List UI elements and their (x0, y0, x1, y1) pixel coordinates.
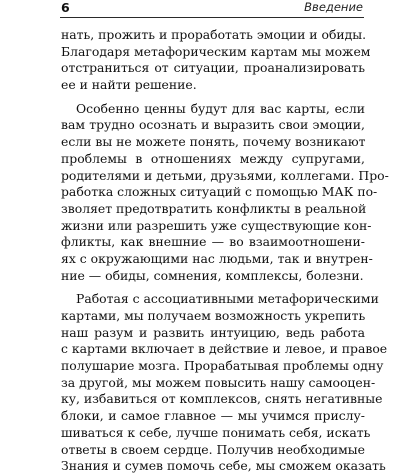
body-text (61, 27, 389, 475)
section-title: Введение (304, 0, 363, 14)
text-line: отстраниться от ситуации, проанализировать (61, 60, 365, 76)
page-number: 6 (61, 0, 70, 15)
text-line: Знания и сумев помочь себе, мы сможем оказать (61, 458, 386, 474)
text-line: жизни или разрешить уже существующие кон- (61, 217, 372, 233)
text-line: вам трудно осознать и выразить свои эмоции, (61, 117, 365, 133)
text-line: блоки, и самое главное — мы учимся прислу- (61, 408, 365, 424)
text-line: ее и найти решение. (61, 77, 197, 93)
text-line: нать, прожить и проработать эмоции и обиды. (61, 27, 367, 42)
paragraph-gap (61, 94, 365, 101)
text-line: работка сложных ситуаций с помощью МАК по- (61, 184, 378, 200)
text-line: ние — обиды, сомнения, комплексы, болезни. (61, 267, 364, 283)
text-line: наш разум и развить интуицию, ведь работа (61, 324, 365, 340)
text-line: ях с окружающими нас людьми, так и внутрен- (61, 250, 373, 266)
paragraph-3 (61, 291, 388, 475)
text-line: если вы не можете понять, почему возникают (61, 134, 366, 150)
paragraph-2 (61, 100, 389, 285)
paragraph-gap (61, 284, 365, 291)
text-line: полушарие мозга. Прорабатывая проблемы одну (61, 358, 384, 374)
text-line: Благодаря метафорическим картам мы можем (61, 43, 371, 59)
paragraph-1 (61, 27, 371, 94)
text-line: Работая с ассоциативными метафорическими (76, 291, 379, 307)
text-line: родителями и детьми, друзьями, коллегами. Про- (61, 167, 389, 183)
text-line: фликты, как внешние — во взаимоотношени- (61, 234, 365, 250)
running-header (60, 0, 364, 18)
text-line: с картами включает в действие и левое, и правое (61, 341, 388, 357)
text-line: шиваться к себе, лучше понимать себя, искать (61, 424, 371, 440)
text-line: картами, мы получаем возможность укрепить (61, 308, 366, 323)
text-line: Особенно ценны будут для вас карты, если (76, 100, 365, 116)
text-line: за другой, мы можем повысить нашу самооцен- (61, 374, 376, 390)
text-line: ку, избавиться от комплексов, снять негативные (61, 391, 383, 407)
text-line: зволяет предотвратить конфликты в реальной (61, 200, 367, 216)
text-line: ответы в своем сердце. Получив необходимые (61, 441, 365, 457)
text-line: проблемы в отношениях между супругами, (61, 150, 365, 166)
